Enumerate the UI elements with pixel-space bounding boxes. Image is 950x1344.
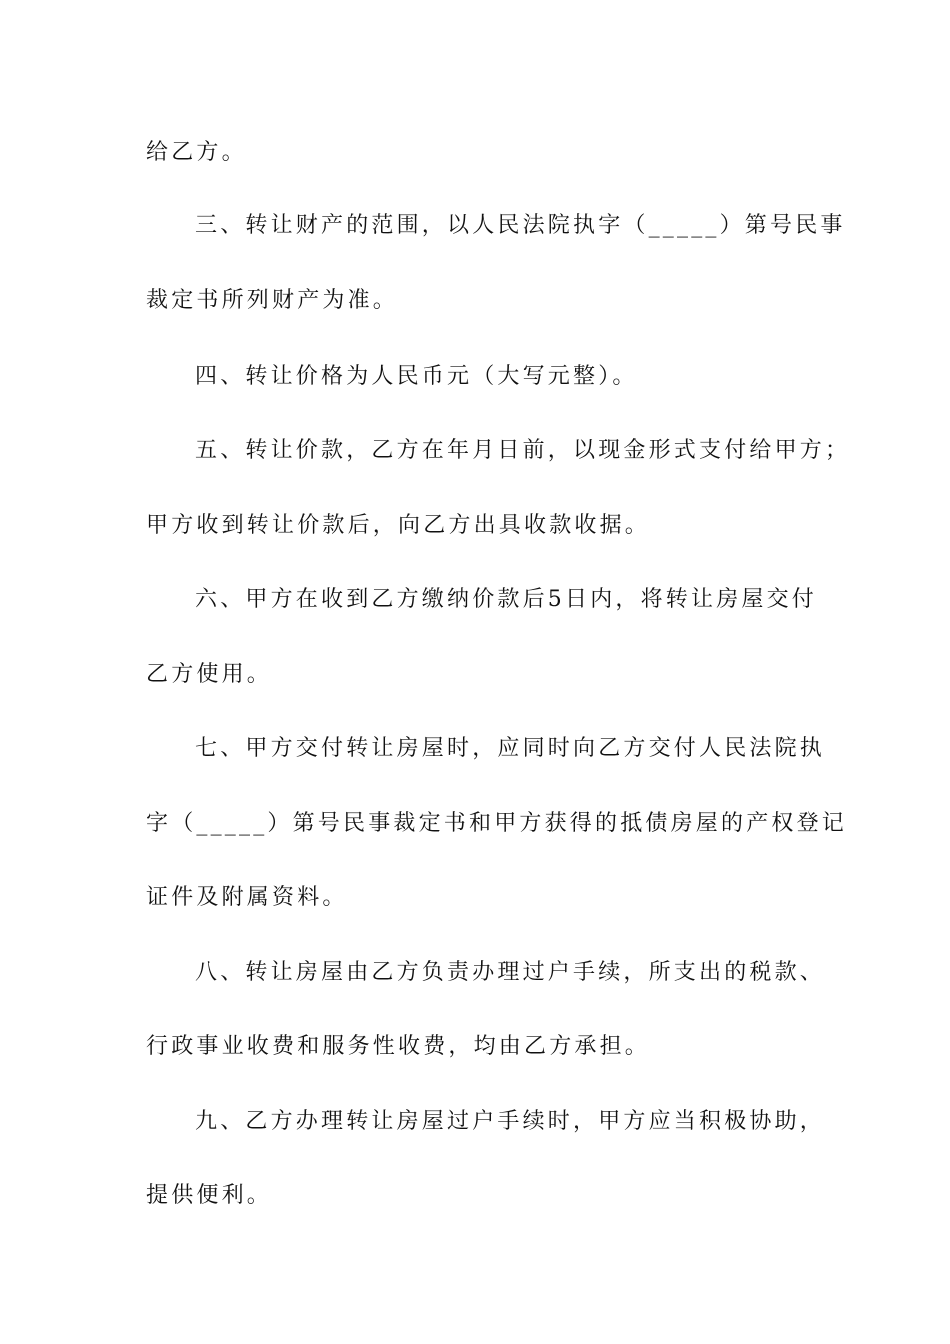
clause-4-line-1: 四、转让价格为人民币元（大写元整）。 [195, 364, 638, 389]
clause-5-line-2: 甲方收到转让价款后，向乙方出具收款收据。 [146, 513, 651, 538]
clause-6-line-1: 六、甲方在收到乙方缴纳价款后5日内，将转让房屋交付 [195, 587, 817, 612]
text-line-continuation: 给乙方。 [146, 140, 247, 165]
clause-3-line-2: 裁定书所列财产为准。 [146, 288, 399, 313]
clause-9-line-1: 九、乙方办理转让房屋过户手续时，甲方应当积极协助， [195, 1109, 826, 1134]
clause-5-line-1: 五、转让价款，乙方在年月日前，以现金形式支付给甲方； [195, 438, 851, 463]
clause-7-line-1: 七、甲方交付转让房屋时，应同时向乙方交付人民法院执 [195, 736, 826, 761]
clause-8-line-1: 八、转让房屋由乙方负责办理过户手续，所支出的税款、 [195, 960, 826, 985]
clause-7-line-2: 字（_____）第号民事裁定书和甲方获得的抵债房屋的产权登记 [146, 811, 848, 836]
clause-6-line-2: 乙方使用。 [146, 662, 273, 687]
clause-3-line-1: 三、转让财产的范围，以人民法院执字（_____）第号民事 [195, 213, 846, 238]
clause-8-line-2: 行政事业收费和服务性收费，均由乙方承担。 [146, 1034, 651, 1059]
clause-9-line-2: 提供便利。 [146, 1183, 273, 1208]
clause-7-line-3: 证件及附属资料。 [146, 885, 348, 910]
